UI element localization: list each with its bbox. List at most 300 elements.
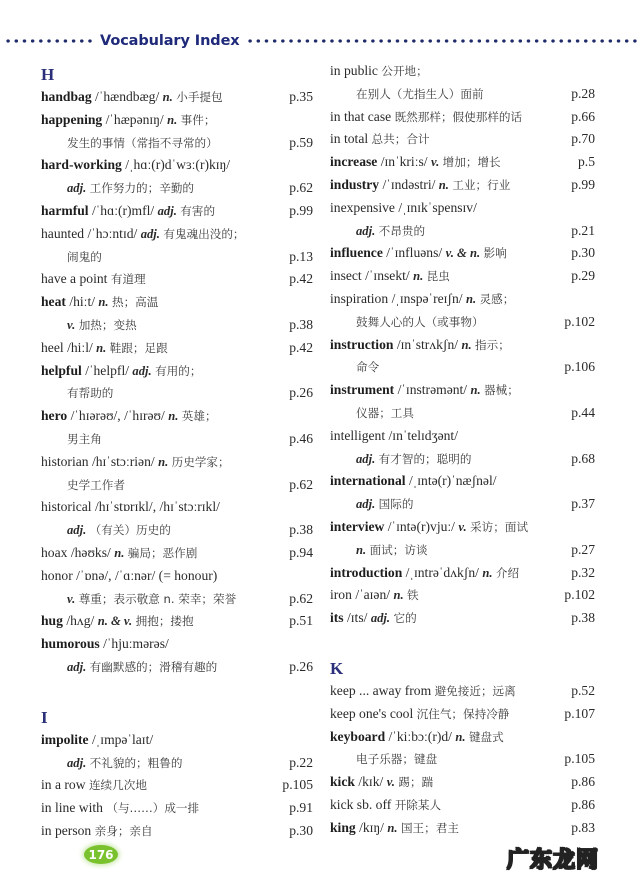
definition: 命令 <box>356 360 380 375</box>
entry-text <box>330 60 595 83</box>
phonetic: /ˈaɪən/ <box>355 587 391 603</box>
page-ref: p.38 <box>571 610 595 626</box>
page-ref: p.13 <box>289 248 313 264</box>
index-entry <box>41 109 313 132</box>
entry-text <box>330 288 595 311</box>
headword: historical <box>41 499 92 515</box>
entry-text <box>330 83 561 106</box>
section-spacer <box>330 630 595 654</box>
definition: 总共；合计 <box>371 132 430 147</box>
index-entry <box>330 197 595 220</box>
headword: kick sb. off <box>330 796 392 812</box>
page-ref: p.66 <box>571 108 595 124</box>
part-of-speech: adj. <box>67 659 87 674</box>
part-of-speech: adj. <box>157 203 177 218</box>
part-of-speech: n. <box>162 90 173 104</box>
headword: harmful <box>41 202 89 218</box>
definition: 史学工作者 <box>67 477 125 492</box>
headword: keep one's cool <box>330 705 414 721</box>
page-ref: p.29 <box>571 268 595 284</box>
page-ref: p.59 <box>289 134 313 150</box>
definition: 不昂贵的 <box>378 223 426 238</box>
definition: 国王；君主 <box>400 820 459 835</box>
part-of-speech: n. <box>98 295 109 310</box>
headword: insect <box>330 268 362 284</box>
headword: haunted <box>41 225 85 241</box>
entry-text <box>41 428 279 451</box>
part-of-speech: v. & n. <box>445 246 481 261</box>
definition: 有鬼魂出没的； <box>163 226 245 241</box>
entry-text <box>330 703 561 726</box>
phonetic: /ˈhændbæg/ <box>95 89 160 104</box>
section-spacer <box>41 679 313 703</box>
part-of-speech: v. <box>67 317 76 332</box>
headword: iron <box>330 587 352 603</box>
definition: 影响 <box>483 246 507 261</box>
entry-text <box>41 154 313 177</box>
definition: 男主角 <box>67 431 102 446</box>
page-ref: p.26 <box>289 658 313 674</box>
phonetic: /ˈhɪərəʊ/, /ˈhɪrəʊ/ <box>70 408 165 424</box>
headword: increase <box>330 154 378 170</box>
index-entry <box>41 154 313 177</box>
index-entry <box>41 565 313 588</box>
headword: in public <box>330 63 378 78</box>
entry-text <box>330 607 561 630</box>
definition: 避免接近；远离 <box>434 683 516 698</box>
entry-text <box>41 268 279 291</box>
phonetic: /kɪŋ/ <box>359 819 384 835</box>
index-entry <box>330 288 595 311</box>
headword: influence <box>330 245 383 261</box>
index-entry-continued <box>330 748 595 771</box>
index-entry-continued <box>41 428 313 451</box>
index-entry <box>330 174 595 197</box>
definition: 闹鬼的 <box>67 249 102 264</box>
entry-text <box>41 542 279 565</box>
page-ref: p.42 <box>289 339 313 355</box>
index-entry <box>41 200 313 223</box>
definition: 沉住气；保持冷静 <box>416 706 510 721</box>
entry-text <box>330 220 561 243</box>
entry-text <box>41 109 313 132</box>
index-entry-continued <box>330 220 595 243</box>
entry-text <box>330 197 595 220</box>
index-entry-continued <box>41 246 313 269</box>
entry-text <box>41 797 279 820</box>
entry-text <box>330 493 561 516</box>
page-number-badge: 176 <box>84 845 118 864</box>
index-entry <box>41 451 313 474</box>
entry-text <box>41 496 313 519</box>
definition: 历史学家； <box>171 454 230 469</box>
headword: its <box>330 610 344 626</box>
phonetic: /hɪˈstɔːriən/ <box>91 453 155 469</box>
entry-text <box>330 794 561 817</box>
page-ref: p.26 <box>289 385 313 401</box>
entry-text <box>330 748 561 771</box>
entry-text <box>41 177 279 200</box>
index-entry-continued <box>41 382 313 405</box>
index-entry-continued <box>41 656 313 679</box>
definition: 公开地； <box>381 64 428 78</box>
section-letter: H <box>41 65 55 84</box>
phonetic: /ˈkiːbɔː(r)d/ <box>388 728 452 744</box>
headword: hoax <box>41 544 68 560</box>
definition: 器械； <box>484 383 519 398</box>
index-entry <box>41 86 313 109</box>
definition: 亲身；亲自 <box>94 823 153 838</box>
part-of-speech: v. <box>67 591 76 606</box>
headword: heat <box>41 294 66 310</box>
entry-text <box>41 86 279 109</box>
index-entry <box>41 729 313 752</box>
index-entry <box>41 633 313 656</box>
index-entry <box>41 542 313 565</box>
index-entry <box>330 265 595 288</box>
definition: 开除某人 <box>394 797 442 812</box>
page-ref: p.70 <box>571 131 595 147</box>
index-entry <box>330 60 595 83</box>
headword: humorous <box>41 636 100 652</box>
index-entry-continued <box>41 314 313 337</box>
index-entry-continued <box>41 177 313 200</box>
page-ref: p.5 <box>578 154 595 170</box>
index-entry <box>330 425 595 448</box>
definition: 面试；访谈 <box>369 542 428 557</box>
part-of-speech: n. & v. <box>97 614 133 629</box>
index-entry-continued <box>330 539 595 562</box>
definition: 连续几次地 <box>88 778 147 793</box>
index-entry <box>330 607 595 630</box>
part-of-speech: adj. <box>67 181 87 196</box>
definition: （有关）历史的 <box>89 523 171 538</box>
entry-text <box>41 451 313 474</box>
part-of-speech: n. <box>482 565 493 580</box>
headword: hero <box>41 408 68 424</box>
part-of-speech: n. <box>455 729 466 744</box>
entry-text <box>330 311 561 334</box>
definition: 有帮助的 <box>67 386 114 401</box>
entry-text <box>41 610 279 633</box>
headword: inspiration <box>330 290 389 306</box>
definition: 有幽默感的；滑稽有趣的 <box>89 659 218 674</box>
index-entry <box>41 774 313 797</box>
page-ref: p.62 <box>289 590 313 606</box>
index-entry-continued <box>41 132 313 155</box>
header-dots-right <box>246 39 640 43</box>
entry-text <box>330 174 561 197</box>
headword: king <box>330 819 356 835</box>
entry-text <box>41 291 313 314</box>
definition: 既然那样；假使那样的话 <box>394 109 523 124</box>
index-entry <box>41 268 313 291</box>
phonetic: /ˈɪntə(r)vjuː/ <box>387 518 455 534</box>
headword: impolite <box>41 731 89 747</box>
page-ref: p.42 <box>289 271 313 287</box>
part-of-speech: adj. <box>132 363 152 378</box>
phonetic: /ˌɪmpəˈlaɪt/ <box>91 731 154 747</box>
part-of-speech: n. <box>356 542 367 557</box>
definition: 拥抱；搂抱 <box>135 614 194 629</box>
headword: in line with <box>41 800 103 816</box>
headword: historian <box>41 453 89 469</box>
definition: 在别人（尤指生人）面前 <box>356 86 484 101</box>
headword: intelligent <box>330 427 386 443</box>
section-letter: I <box>41 707 48 727</box>
part-of-speech: n. <box>158 454 169 469</box>
definition: 小手提包 <box>176 90 223 104</box>
page-ref: p.91 <box>289 800 313 816</box>
page-ref: p.83 <box>571 819 595 835</box>
page-ref: p.30 <box>571 245 595 261</box>
entry-text <box>330 151 561 174</box>
phonetic: /hiːl/ <box>67 339 93 355</box>
page-ref: p.102 <box>564 587 595 603</box>
part-of-speech: n. <box>168 409 179 424</box>
definition: 不礼貌的；粗鲁的 <box>89 755 183 770</box>
definition: （与……）成一排 <box>106 801 200 816</box>
part-of-speech: v. <box>458 519 467 534</box>
definition: 加热；变热 <box>78 317 137 332</box>
headword: instruction <box>330 336 394 352</box>
definition: 采访；面试 <box>470 519 529 534</box>
headword: in person <box>41 822 92 838</box>
definition: 热；高温 <box>111 295 159 310</box>
index-entry <box>330 106 595 129</box>
entry-text <box>330 425 595 448</box>
entry-text <box>330 242 561 265</box>
part-of-speech: adj. <box>67 755 87 770</box>
phonetic: /hɪˈstɒrɪkl/, /hɪˈstɔːrɪkl/ <box>95 499 220 515</box>
phonetic: /ˈɒnə/, /ˈɑːnər/ (= honour) <box>76 567 218 583</box>
phonetic: /ˌɪnɪkˈspensɪv/ <box>398 199 477 215</box>
headword: hug <box>41 613 63 629</box>
phonetic: /ˈɪndəstri/ <box>382 176 436 192</box>
definition: 它的 <box>393 611 417 626</box>
entry-text <box>330 817 561 840</box>
headword: keep ... away from <box>330 682 432 698</box>
index-entry-continued <box>330 402 595 425</box>
entry-text <box>41 729 313 752</box>
definition: 仪器；工具 <box>356 405 414 420</box>
index-entry <box>330 794 595 817</box>
index-entry <box>41 360 313 383</box>
phonetic: /kɪk/ <box>358 774 384 790</box>
entry-text <box>330 106 561 129</box>
phonetic: /ˈhɔːntɪd/ <box>87 225 138 241</box>
part-of-speech: adj. <box>140 226 160 241</box>
index-entry <box>41 496 313 519</box>
phonetic: /hʌg/ <box>66 613 95 629</box>
entry-text <box>330 128 561 151</box>
index-entry <box>41 405 313 428</box>
definition: 增加；增长 <box>442 155 501 170</box>
page-ref: p.38 <box>289 316 313 332</box>
index-entry <box>41 610 313 633</box>
part-of-speech: n. <box>96 340 107 355</box>
page-header <box>0 30 640 52</box>
part-of-speech: n. <box>387 820 398 835</box>
index-entry <box>41 291 313 314</box>
page-ref: p.32 <box>571 564 595 580</box>
index-entry <box>330 680 595 703</box>
page-ref: p.37 <box>571 496 595 512</box>
headword: happening <box>41 111 103 127</box>
entry-text <box>41 565 313 588</box>
definition: 发生的事情（常指不寻常的） <box>67 135 218 150</box>
entry-text <box>41 314 279 337</box>
page-ref: p.30 <box>289 822 313 838</box>
entry-text <box>330 448 561 471</box>
headword: keyboard <box>330 728 386 744</box>
entry-text <box>330 379 595 402</box>
definition: 有害的 <box>180 203 216 218</box>
entry-text <box>41 588 279 611</box>
definition: 指示； <box>475 337 510 352</box>
headword: interview <box>330 518 385 534</box>
index-entry <box>330 470 595 493</box>
page-ref: p.86 <box>571 774 595 790</box>
page-ref: p.21 <box>571 222 595 238</box>
page-ref: p.68 <box>571 450 595 466</box>
page-ref: p.22 <box>289 754 313 770</box>
part-of-speech: adj. <box>356 451 376 466</box>
entry-text <box>330 562 561 585</box>
index-entry <box>330 584 595 607</box>
entry-text <box>41 337 279 360</box>
part-of-speech: n. <box>438 177 449 192</box>
entry-text <box>330 771 561 794</box>
index-entry <box>330 242 595 265</box>
page-ref: p.94 <box>289 544 313 560</box>
index-entry-continued <box>41 519 313 542</box>
page-ref: p.38 <box>289 522 313 538</box>
part-of-speech: adj. <box>356 223 376 238</box>
page-ref: p.99 <box>571 176 595 192</box>
phonetic: /həʊks/ <box>70 544 111 560</box>
definition: 鼓舞人心的人（或事物） <box>356 314 484 329</box>
header-dots-left <box>4 39 96 43</box>
entry-text <box>41 774 279 797</box>
phonetic: /ˌhɑː(r)dˈwɜː(r)kɪŋ/ <box>125 157 231 173</box>
index-entry <box>330 817 595 840</box>
part-of-speech: v. <box>386 775 395 790</box>
headword: in a row <box>41 777 86 793</box>
index-entry <box>41 820 313 843</box>
page-ref: p.46 <box>289 430 313 446</box>
page-ref: p.105 <box>282 777 313 793</box>
page-title: Vocabulary Index <box>100 33 240 49</box>
right-column <box>330 60 595 840</box>
phonetic: /ɪnˈkriːs/ <box>380 154 428 170</box>
left-column <box>41 60 313 843</box>
page-ref: p.62 <box>289 476 313 492</box>
part-of-speech: n. <box>114 545 125 560</box>
phonetic: /ˈɪnsekt/ <box>365 268 410 284</box>
index-entry <box>330 562 595 585</box>
phonetic: /ˈɪnstrəmənt/ <box>397 382 468 398</box>
index-entry <box>330 703 595 726</box>
index-entry-continued <box>330 448 595 471</box>
definition: 英雄； <box>181 409 217 424</box>
phonetic: /ɪts/ <box>347 610 368 626</box>
phonetic: /ˌɪntrəˈdʌkʃn/ <box>405 564 479 580</box>
index-entry <box>41 337 313 360</box>
page-ref: p.106 <box>564 359 595 375</box>
headword: in total <box>330 131 369 147</box>
definition: 介绍 <box>495 565 520 580</box>
definition: 踢；踹 <box>398 775 434 790</box>
part-of-speech: adj. <box>67 523 87 538</box>
part-of-speech: adj. <box>356 497 376 512</box>
entry-text <box>330 356 561 379</box>
definition: 铁 <box>407 588 419 603</box>
entry-text <box>330 584 561 607</box>
phonetic: /ɪnˈtelɪdʒənt/ <box>388 427 458 443</box>
page-ref: p.27 <box>571 541 595 557</box>
headword: kick <box>330 774 355 790</box>
entry-text <box>41 656 279 679</box>
headword: have a point <box>41 271 108 287</box>
page-ref: p.35 <box>289 89 313 104</box>
part-of-speech: n. <box>393 588 404 603</box>
page-ref: p.105 <box>564 751 595 767</box>
part-of-speech: n. <box>465 291 477 306</box>
phonetic: /ˈhæpənɪŋ/ <box>105 111 164 127</box>
entry-text <box>330 470 595 493</box>
headword: inexpensive <box>330 199 395 215</box>
index-entry <box>330 516 595 539</box>
definition: 有用的； <box>155 363 202 378</box>
definition: 有才智的；聪明的 <box>378 451 472 466</box>
entry-text <box>41 382 279 405</box>
headword: honor <box>41 567 73 583</box>
part-of-speech: n. <box>413 269 424 284</box>
page-ref: p.51 <box>289 613 313 629</box>
headword: in that case <box>330 108 392 124</box>
part-of-speech: n. <box>167 112 178 127</box>
index-entry-continued <box>330 356 595 379</box>
page-ref: p.86 <box>571 796 595 812</box>
entry-text <box>330 726 595 749</box>
phonetic: /ˌɪnspəˈreɪʃn/ <box>391 290 463 306</box>
entry-text <box>41 223 313 246</box>
headword: introduction <box>330 564 403 580</box>
phonetic: /ˌɪntə(r)ˈnæʃnəl/ <box>408 473 497 489</box>
entry-text <box>41 200 279 223</box>
entry-text <box>41 633 313 656</box>
phonetic: /ˈhjuːmərəs/ <box>103 636 169 652</box>
headword: handbag <box>41 89 92 104</box>
index-entry-continued <box>330 311 595 334</box>
index-entry <box>330 726 595 749</box>
index-entry <box>330 771 595 794</box>
headword: helpful <box>41 362 82 378</box>
index-entry <box>330 379 595 402</box>
index-entry <box>330 151 595 174</box>
phonetic: /ɪnˈstrʌkʃn/ <box>396 336 459 352</box>
definition: 昆虫 <box>426 269 450 284</box>
definition: 国际的 <box>378 497 414 512</box>
section-letter: K <box>330 658 344 678</box>
definition: 工业；行业 <box>452 177 511 192</box>
entry-text <box>41 752 279 775</box>
entry-text <box>41 246 279 269</box>
page-ref: p.44 <box>571 404 595 420</box>
definition: 有道理 <box>110 272 146 287</box>
index-entry-continued <box>330 493 595 516</box>
